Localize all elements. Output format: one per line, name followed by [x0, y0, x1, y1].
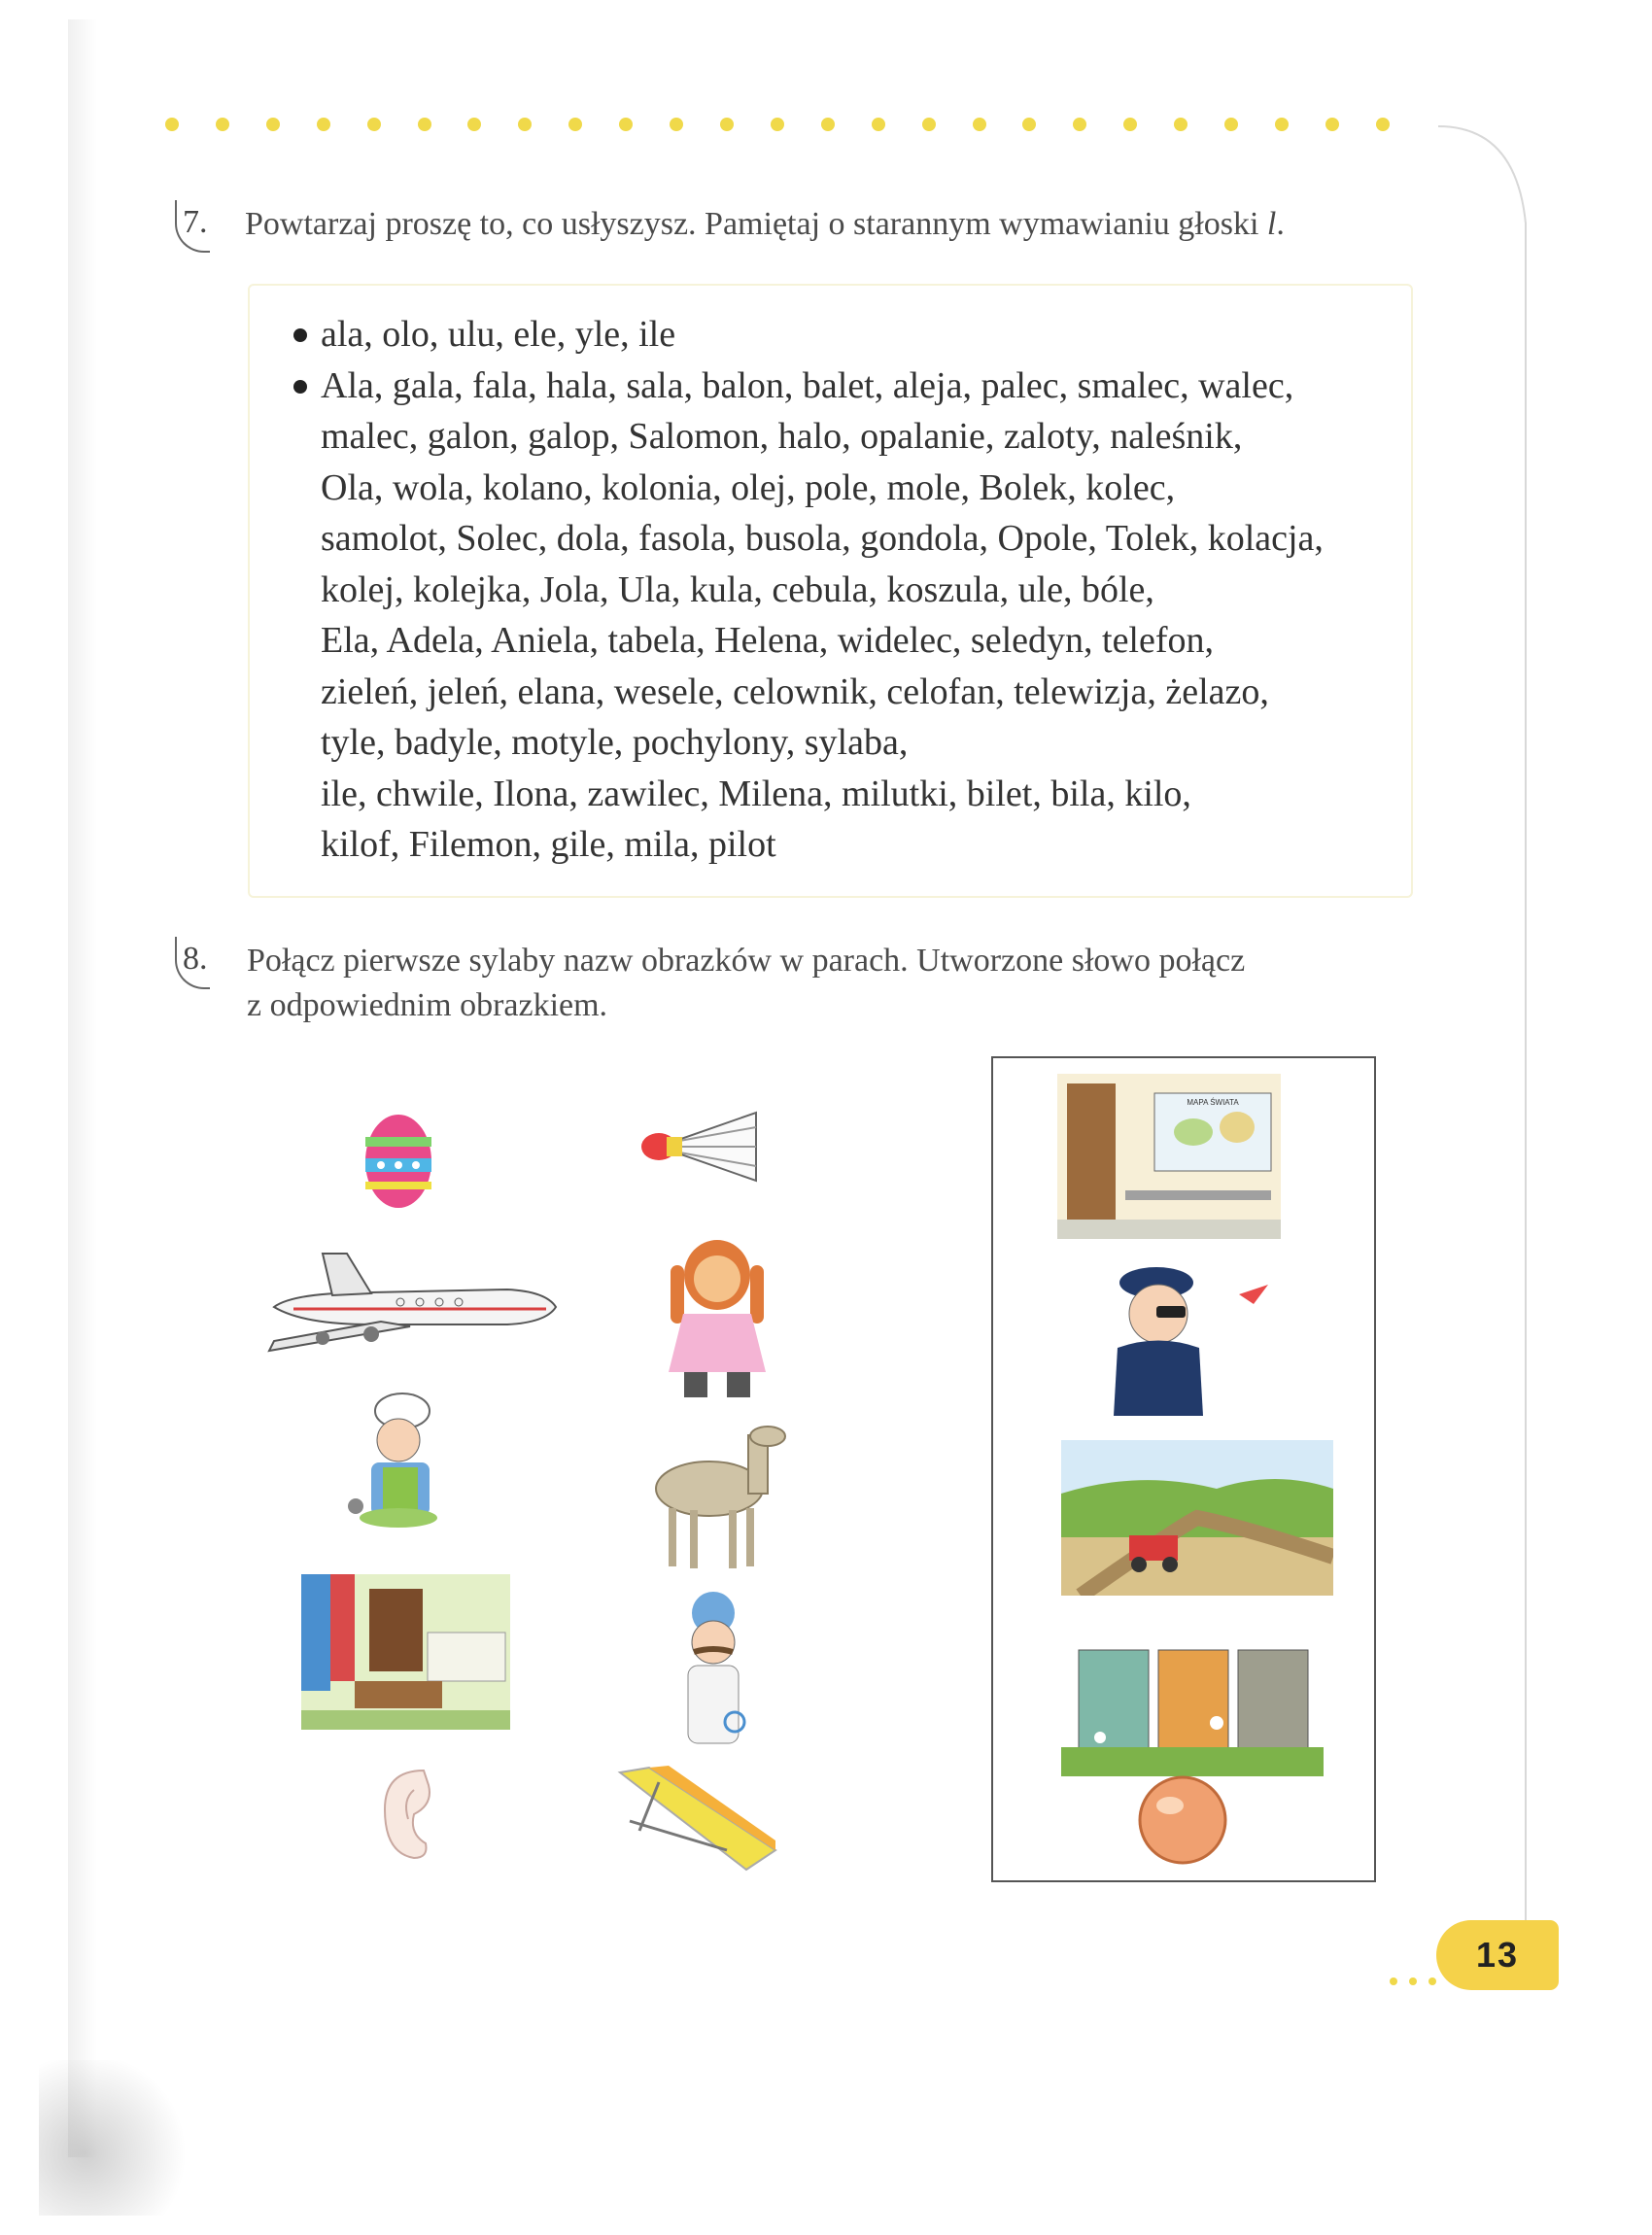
exercise-7-instruction: Powtarzaj proszę to, co usłyszysz. Pamiętaj o starannym wymawianiu głoski l. [245, 206, 1285, 242]
room-picture [301, 1574, 510, 1730]
word-line: Ela, Adela, Aniela, tabela, Helena, widelec, seledyn, telefon, [321, 620, 1215, 661]
map-label: MAPA ŚWIATA [1187, 1098, 1239, 1107]
scan-smudge [39, 2060, 194, 2216]
word-line: malec, galon, galop, Salomon, halo, opalanie, zaloty, naleśnik, [321, 416, 1243, 457]
exercise-8-instruction: Połącz pierwsze sylaby nazw obrazków w parach. Utworzone słowo połącz z odpowiednim obrazkiem. [247, 943, 1246, 1023]
easter-egg-picture [360, 1108, 437, 1215]
deck-chair-picture [610, 1763, 780, 1879]
cook-picture [342, 1390, 459, 1535]
decorative-dots-row [165, 115, 1390, 134]
word-line: Ala, gala, fala, hala, sala, balon, balet, aleja, palec, smalec, walec, [321, 364, 1294, 406]
doll-picture [649, 1236, 785, 1401]
airplane-picture [255, 1249, 566, 1356]
pilot-picture [1088, 1255, 1273, 1421]
exercise-7-number: 7. [183, 204, 208, 241]
bullet-icon [293, 328, 307, 342]
beehives-picture [1061, 1631, 1324, 1776]
ball-picture [1137, 1774, 1228, 1866]
list-item: ala, olo, ulu, ele, yle, ile [282, 309, 1399, 361]
page-border-curve [1428, 117, 1545, 2157]
word-line: ile, chwile, Ilona, zawilec, Milena, milutki, bilet, bila, kilo, [321, 773, 1191, 814]
bullet-icon [293, 380, 307, 394]
exercise-8-number: 8. [183, 941, 208, 978]
word-line: kilof, Filemon, gile, mila, pilot [321, 824, 776, 865]
word-line: samolot, Solec, dola, fasola, busola, gondola, Opole, Tolek, kolacja, [321, 518, 1324, 559]
page-number-dots [1390, 1973, 1448, 1990]
shuttlecock-picture [630, 1108, 766, 1186]
page-number: 13 [1436, 1920, 1559, 1990]
llama-picture [641, 1421, 802, 1576]
word-line: Ola, wola, kolano, kolonia, olej, pole, mole, Bolek, kolec, [321, 466, 1176, 508]
word-list [282, 309, 1399, 871]
classroom-map-picture [1057, 1074, 1281, 1239]
list-item [282, 361, 1399, 871]
page-binding-shadow [68, 19, 97, 2157]
word-line: tyle, badyle, motyle, pochylony, sylaba, [321, 722, 909, 763]
word-line: kolej, kolejka, Jola, Ula, kula, cebula, koszula, ule, bóle, [321, 568, 1154, 610]
word-line: zieleń, jeleń, elana, wesele, celownik, celofan, telewizja, żelazo, [321, 670, 1269, 712]
field-tractor-picture [1061, 1440, 1333, 1596]
doctor-picture [667, 1586, 759, 1751]
ear-picture [375, 1761, 443, 1868]
